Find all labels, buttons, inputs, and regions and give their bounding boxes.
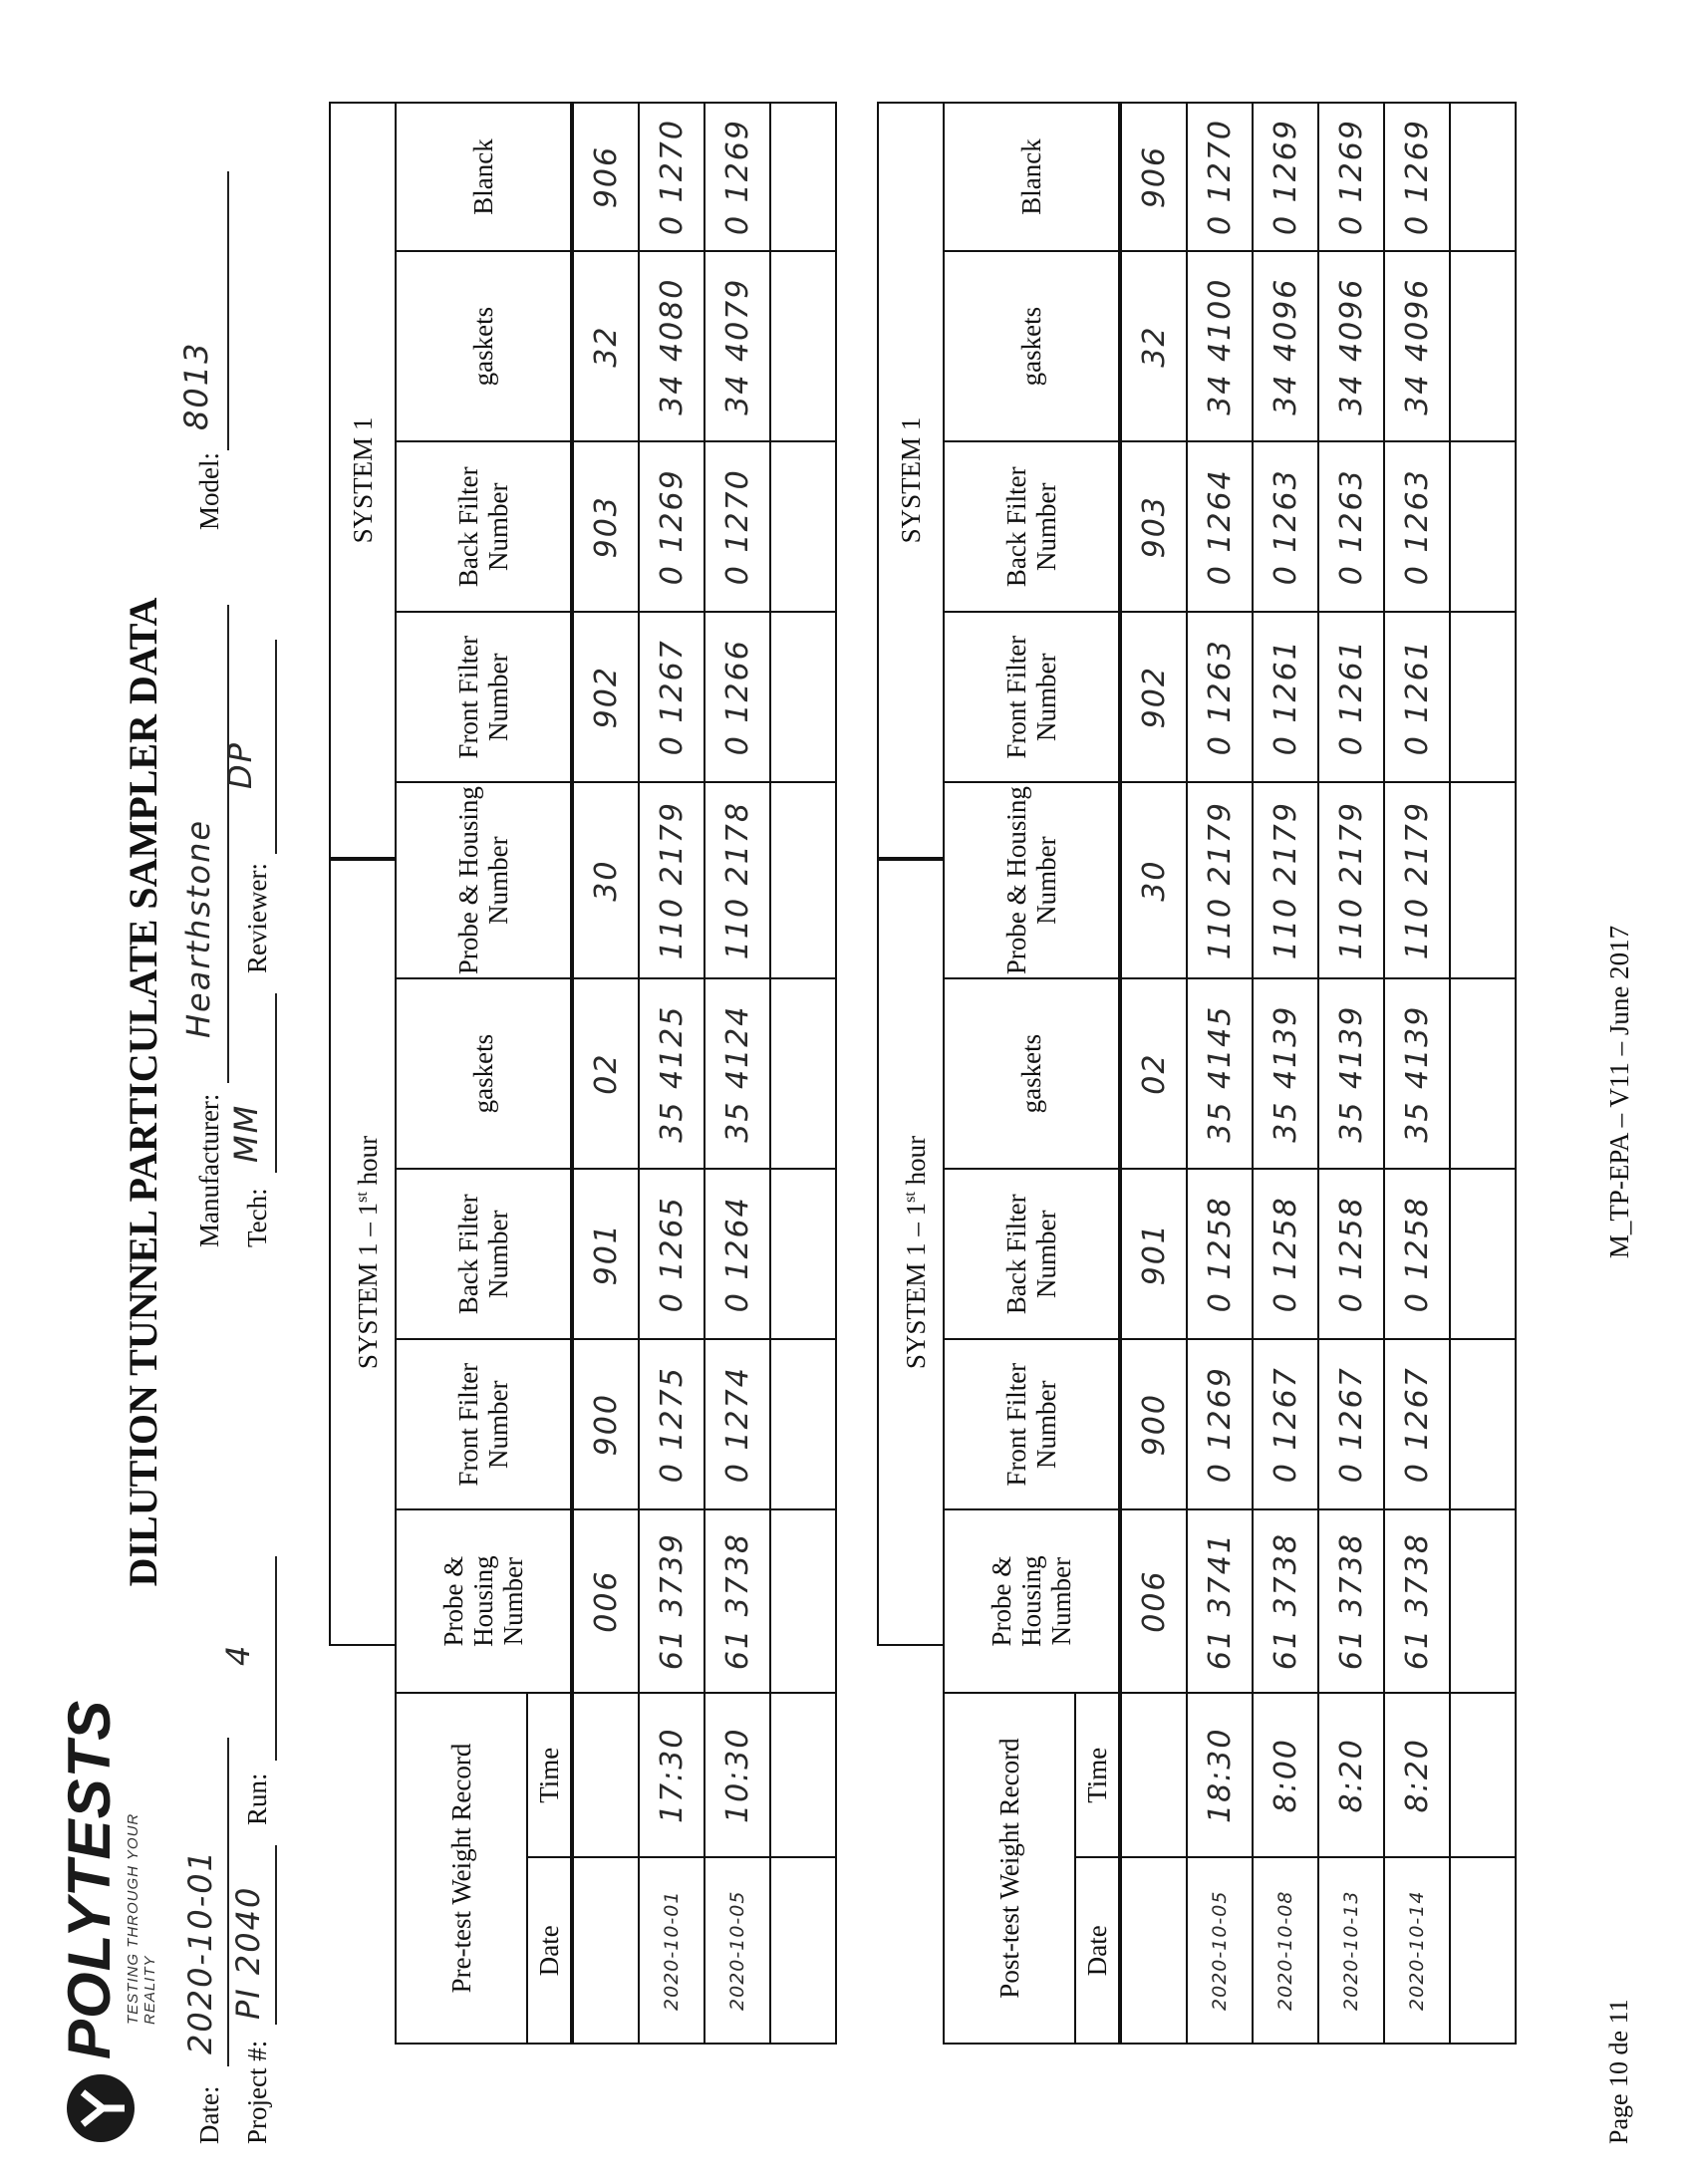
table-cell[interactable]: 110 2179 [1384,782,1450,978]
table-cell[interactable]: 0 1269 [1318,103,1384,251]
pre-system1-header: SYSTEM 1 [329,102,395,859]
table-cell[interactable] [770,1509,836,1693]
pre-col-gaskets-2: gaskets [396,251,572,441]
table-cell[interactable]: 906 [572,103,639,251]
manufacturer-value: Hearthstone [179,818,217,1038]
table-cell[interactable] [1450,782,1516,978]
table-cell[interactable] [1450,612,1516,782]
run-label: Run: [242,1773,272,1825]
table-cell[interactable]: 2020-10-05 [1187,1858,1253,2045]
table-cell[interactable]: 35 4139 [1253,978,1318,1169]
table-cell[interactable]: 0 1258 [1187,1169,1253,1339]
table-cell[interactable]: 0 1258 [1318,1169,1384,1339]
date-label: Date: [194,2085,224,2144]
table-cell[interactable]: 0 1264 [704,1169,770,1339]
table-cell[interactable]: 0 1267 [1384,1339,1450,1509]
table-cell[interactable]: 34 4096 [1318,251,1384,441]
document-id: M_TP-EPA – V11 – June 2017 [1604,925,1634,1259]
post-system1-1st-hour-header: SYSTEM 1 – 1st hour [877,859,943,1646]
table-cell[interactable]: 0 1267 [1253,1339,1318,1509]
post-col-probe-2: Probe & Housing Number [944,782,1120,978]
pre-test-grid [395,102,837,2045]
post-col-gaskets-2: gaskets [944,251,1120,441]
table-cell[interactable]: 10:30 [704,1693,770,1857]
table-cell[interactable]: 0 1270 [639,103,704,251]
table-cell[interactable]: 0 1263 [1253,441,1318,612]
table-cell[interactable]: 2020-10-08 [1253,1858,1318,2045]
post-col-back-2: Back Filter Number [944,441,1120,612]
tech-value: MM [227,1103,265,1163]
table-cell[interactable]: 900 [572,1339,639,1509]
table-cell[interactable]: 901 [1120,1169,1187,1339]
table-row [639,103,704,2044]
project-label: Project #: [242,2040,272,2144]
table-cell[interactable] [770,1169,836,1339]
table-cell[interactable] [1450,441,1516,612]
pre-col-back-2: Back Filter Number [396,441,572,612]
pre-col-blanck: Blanck [396,103,572,251]
table-cell[interactable]: 61 3738 [1318,1509,1384,1693]
table-cell[interactable]: 903 [1120,441,1187,612]
reviewer-label: Reviewer: [242,863,272,973]
table-cell[interactable] [770,612,836,782]
post-ref-row [1120,103,1187,2044]
table-cell[interactable]: 34 4079 [704,251,770,441]
post-record-label: Post-test Weight Record [944,1693,1075,2044]
table-cell[interactable] [1120,1858,1187,2045]
table-cell[interactable] [770,1858,836,2045]
table-cell[interactable]: 02 [572,978,639,1169]
table-cell[interactable] [1450,1169,1516,1339]
table-cell[interactable]: 0 1263 [1384,441,1450,612]
table-cell[interactable]: 0 1263 [1187,612,1253,782]
table-cell[interactable]: 2020-10-01 [639,1858,704,2045]
table-cell[interactable] [770,1693,836,1857]
table-cell[interactable]: 110 2179 [1318,782,1384,978]
table-cell[interactable]: 34 4100 [1187,251,1253,441]
table-cell[interactable]: 0 1269 [639,441,704,612]
table-cell[interactable]: 35 4125 [639,978,704,1169]
table-cell[interactable]: 110 2179 [1253,782,1318,978]
post-col-blanck: Blanck [944,103,1120,251]
table-cell[interactable]: 0 1265 [639,1169,704,1339]
model-label: Model: [194,452,224,530]
table-row [704,103,770,2044]
table-cell[interactable] [770,1339,836,1509]
table-cell[interactable]: 8:20 [1384,1693,1450,1857]
post-col-front-1: Front Filter Number [944,1339,1120,1509]
pre-header-row [396,103,527,2044]
table-cell[interactable]: 2020-10-05 [704,1858,770,2045]
form-title: DILUTION TUNNEL PARTICULATE SAMPLER DATA [121,597,165,1587]
table-cell[interactable]: 0 1258 [1384,1169,1450,1339]
table-cell[interactable]: 0 1269 [704,103,770,251]
table-cell[interactable]: 006 [1120,1509,1187,1693]
table-cell[interactable]: 61 3738 [1384,1509,1450,1693]
table-cell[interactable]: 2020-10-14 [1384,1858,1450,2045]
table-cell[interactable]: 35 4145 [1187,978,1253,1169]
pre-col-front-2: Front Filter Number [396,612,572,782]
page-number: Page 10 de 11 [1604,1999,1633,2144]
table-cell[interactable]: 900 [1120,1339,1187,1509]
table-cell[interactable] [770,103,836,251]
pre-ref-row [572,103,639,2044]
table-cell[interactable]: 006 [572,1509,639,1693]
tech-label: Tech: [242,1188,272,1247]
table-cell[interactable]: 32 [1120,251,1187,441]
table-cell[interactable]: 61 3738 [1253,1509,1318,1693]
table-cell[interactable]: 0 1266 [704,612,770,782]
pre-col-back-1: Back Filter Number [396,1169,572,1339]
logo-tagline: TESTING THROUGH YOUR REALITY [125,1812,158,2025]
table-cell[interactable]: 61 3739 [639,1509,704,1693]
table-cell[interactable] [770,441,836,612]
post-col-back-1: Back Filter Number [944,1169,1120,1339]
table-cell[interactable] [770,782,836,978]
table-cell[interactable] [572,1858,639,2045]
table-cell[interactable]: 0 1270 [704,441,770,612]
table-cell[interactable]: 0 1267 [1318,1339,1384,1509]
pre-col-gaskets-1: gaskets [396,978,572,1169]
reviewer-value: DP [221,741,259,789]
table-cell[interactable]: 35 4139 [1384,978,1450,1169]
post-col-date: Date [1075,1858,1120,2045]
table-cell[interactable]: 0 1261 [1384,612,1450,782]
table-cell[interactable]: 34 4096 [1384,251,1450,441]
pre-col-probe-1: Probe & Housing Number [396,1509,572,1693]
post-test-grid [943,102,1517,2045]
date-value: 2020-10-01 [181,1849,219,2054]
table-cell[interactable]: 61 3741 [1187,1509,1253,1693]
pre-system1-1st-hour-header: SYSTEM 1 – 1st hour [329,859,395,1646]
table-cell[interactable]: 18:30 [1187,1693,1253,1857]
post-header-row [944,103,1075,2044]
table-cell[interactable] [1450,1339,1516,1509]
table-cell[interactable] [770,251,836,441]
post-col-probe-1: Probe & Housing Number [944,1509,1120,1693]
model-value: 8013 [177,341,215,430]
table-cell[interactable]: 0 1261 [1318,612,1384,782]
table-cell[interactable] [1450,1693,1516,1857]
table-cell[interactable]: 2020-10-13 [1318,1858,1384,2045]
table-cell[interactable]: 902 [1120,612,1187,782]
table-cell[interactable] [1450,103,1516,251]
table-cell[interactable]: 110 2179 [1187,782,1253,978]
table-cell[interactable]: 0 1258 [1253,1169,1318,1339]
table-cell[interactable] [1450,978,1516,1169]
table-cell[interactable]: 0 1269 [1384,103,1450,251]
table-cell[interactable]: 61 3738 [704,1509,770,1693]
table-cell[interactable]: 32 [572,251,639,441]
pre-col-probe-2: Probe & Housing Number [396,782,572,978]
table-cell[interactable]: 902 [572,612,639,782]
table-cell[interactable]: 02 [1120,978,1187,1169]
table-row [1384,103,1450,2044]
table-cell[interactable]: 34 4096 [1253,251,1318,441]
table-cell[interactable]: 0 1269 [1187,1339,1253,1509]
table-cell[interactable] [770,978,836,1169]
table-row [1450,103,1516,2044]
table-row [1253,103,1318,2044]
pre-col-date: Date [527,1858,572,2045]
manufacturer-label: Manufacturer: [194,1093,224,1247]
table-cell[interactable]: 30 [572,782,639,978]
post-col-time: Time [1075,1693,1120,1857]
table-cell[interactable]: 110 2178 [704,782,770,978]
post-system1-header: SYSTEM 1 [877,102,943,859]
table-cell[interactable] [1450,1509,1516,1693]
post-col-front-2: Front Filter Number [944,612,1120,782]
table-cell[interactable]: 0 1274 [704,1339,770,1509]
pre-record-label: Pre-test Weight Record [396,1693,527,2044]
project-value: PI 2040 [229,1885,267,2020]
table-cell[interactable]: 901 [572,1169,639,1339]
table-cell[interactable] [572,1693,639,1857]
table-cell[interactable]: 0 1264 [1187,441,1253,612]
logo-brand: POLYTESTS [56,1699,123,2059]
table-row [1318,103,1384,2044]
table-cell[interactable] [1450,1858,1516,2045]
table-cell[interactable]: 0 1269 [1253,103,1318,251]
pre-col-front-1: Front Filter Number [396,1339,572,1509]
table-row [1187,103,1253,2044]
table-cell[interactable]: 30 [1120,782,1187,978]
table-cell[interactable]: 110 2179 [639,782,704,978]
table-cell[interactable]: 35 4124 [704,978,770,1169]
post-col-gaskets-1: gaskets [944,978,1120,1169]
table-cell[interactable] [1450,251,1516,441]
pre-col-time: Time [527,1693,572,1857]
table-cell[interactable]: 0 1267 [639,612,704,782]
table-cell[interactable]: 0 1270 [1187,103,1253,251]
run-value: 4 [219,1643,257,1666]
table-cell[interactable]: 34 4080 [639,251,704,441]
table-cell[interactable]: 8:00 [1253,1693,1318,1857]
table-cell[interactable] [1120,1693,1187,1857]
table-cell[interactable]: 903 [572,441,639,612]
table-cell[interactable]: 8:20 [1318,1693,1384,1857]
table-cell[interactable]: 906 [1120,103,1187,251]
table-cell[interactable]: 0 1263 [1318,441,1384,612]
table-cell[interactable]: 0 1275 [639,1339,704,1509]
table-cell[interactable]: 0 1261 [1253,612,1318,782]
table-cell[interactable]: 17:30 [639,1693,704,1857]
table-row [770,103,836,2044]
table-cell[interactable]: 35 4139 [1318,978,1384,1169]
